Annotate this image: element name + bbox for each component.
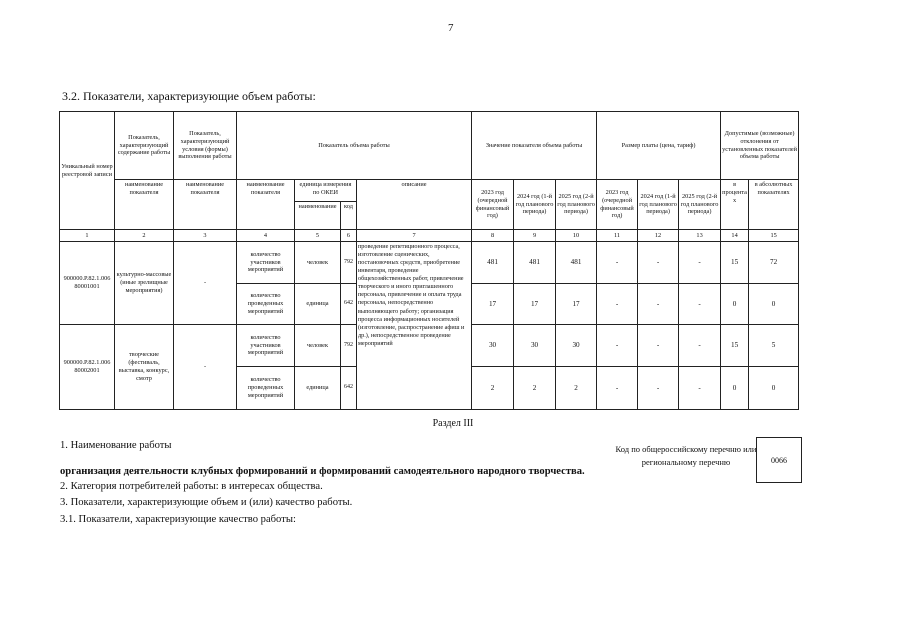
registry-code-label: Код по общероссийскому перечню или региональному перечню xyxy=(615,444,757,468)
value-2023: 2 xyxy=(472,367,514,410)
value-2023: 30 xyxy=(472,325,514,367)
page-number: 7 xyxy=(448,22,454,34)
column-number: 3 xyxy=(174,230,237,242)
fee-2023: - xyxy=(597,325,638,367)
header-content-name: наименование показателя xyxy=(115,180,174,230)
indicator-name: количество проведенных мероприятий xyxy=(237,284,295,325)
indicators-heading: 3. Показатели, характеризующие объем и (или) качество работы. xyxy=(60,497,353,508)
header-content-indicator: Показатель, характеризующий содержание работы xyxy=(115,112,174,180)
value-2024: 481 xyxy=(514,242,556,284)
fee-2023: - xyxy=(597,367,638,410)
registry-code: 900000.Р.82.1.006 80001001 xyxy=(60,242,115,325)
column-number: 5 xyxy=(295,230,341,242)
value-2023: 481 xyxy=(472,242,514,284)
column-number: 11 xyxy=(597,230,638,242)
header-unit-okei: единица измерения по ОКЕИ xyxy=(295,180,357,202)
volume-indicators-table xyxy=(59,111,799,410)
work-condition: - xyxy=(174,325,237,410)
deviation-percent: 0 xyxy=(721,284,749,325)
fee-2025: - xyxy=(679,325,721,367)
fee-2025: - xyxy=(679,242,721,284)
value-2025: 30 xyxy=(556,325,597,367)
section-title: Раздел III xyxy=(432,418,474,429)
header-unique-number: Уникальный номер реестровой записи xyxy=(60,112,115,230)
registry-code-box xyxy=(756,437,802,483)
fee-2024: - xyxy=(638,325,679,367)
fee-2024: - xyxy=(638,284,679,325)
deviation-percent: 0 xyxy=(721,367,749,410)
column-number: 14 xyxy=(721,230,749,242)
header-in-percent: в процентах xyxy=(721,180,749,230)
column-number: 2 xyxy=(115,230,174,242)
deviation-percent: 15 xyxy=(721,325,749,367)
indicator-name: количество участников мероприятий xyxy=(237,242,295,284)
value-2024: 17 xyxy=(514,284,556,325)
column-number: 1 xyxy=(60,230,115,242)
work-content: творческие (фестиваль, выставка, конкурс, смотр xyxy=(115,325,174,410)
column-number: 6 xyxy=(341,230,357,242)
registry-code-value: 0066 xyxy=(771,455,787,465)
fee-2024: - xyxy=(638,367,679,410)
fee-2025: - xyxy=(679,284,721,325)
header-unit-code: код xyxy=(341,202,357,230)
column-number: 15 xyxy=(749,230,799,242)
column-number: 12 xyxy=(638,230,679,242)
header-unit-name: наименование xyxy=(295,202,341,230)
column-number: 9 xyxy=(514,230,556,242)
unit-name: единица xyxy=(295,284,341,325)
registry-code: 900000.Р.82.1.006 80002001 xyxy=(60,325,115,410)
header-deviations: Допустимые (возможные) отклонения от установленных показателей объема работы xyxy=(721,112,799,180)
deviation-percent: 15 xyxy=(721,242,749,284)
header-volume-name: наименование показателя xyxy=(237,180,295,230)
deviation-absolute: 0 xyxy=(749,284,799,325)
value-2025: 2 xyxy=(556,367,597,410)
description: проведение репетиционного процесса, изготовление сценических, постановочных средств, приобретение инвентаря, проведение общехозяйственных работ, привлечение творческого и иного приглашенного персонала, привлечение и оплата труда персонала, непосредственно выполняющего работу; организация процесса информационных носителей (изготовление, распространение афиш и др.), непосредственное проведение мероприятий xyxy=(357,242,472,410)
value-2024: 2 xyxy=(514,367,556,410)
header-value-2023: 2023 год (очередной финансовый год) xyxy=(472,180,514,230)
work-condition: - xyxy=(174,242,237,325)
column-number: 10 xyxy=(556,230,597,242)
deviation-absolute: 72 xyxy=(749,242,799,284)
header-in-absolute: в абсолютных показателях xyxy=(749,180,799,230)
header-value-2024: 2024 год (1-й год планового периода) xyxy=(514,180,556,230)
column-number: 13 xyxy=(679,230,721,242)
column-number: 7 xyxy=(357,230,472,242)
value-2024: 30 xyxy=(514,325,556,367)
fee-2024: - xyxy=(638,242,679,284)
header-conditions-indicator: Показатель, характеризующий условия (формы) выполнения работы xyxy=(174,112,237,180)
header-fee-2023: 2023 год (очередной финансовый год) xyxy=(597,180,638,230)
value-2025: 17 xyxy=(556,284,597,325)
unit-name: единица xyxy=(295,367,341,410)
work-content: культурно-массовые (иные зрелищные мероприятия) xyxy=(115,242,174,325)
header-description: описание xyxy=(357,180,472,230)
unit-code: 792 xyxy=(341,325,357,367)
section-heading: 3.2. Показатели, характеризующие объем работы: xyxy=(62,89,316,103)
header-fee-2024: 2024 год (1-й год планового периода) xyxy=(638,180,679,230)
deviation-absolute: 5 xyxy=(749,325,799,367)
work-name: организация деятельности клубных формирований и формирований самодеятельного народного творчества. xyxy=(60,466,585,477)
header-volume-value: Значение показателя объема работы xyxy=(472,112,597,180)
value-2023: 17 xyxy=(472,284,514,325)
table-row xyxy=(60,242,799,284)
unit-code: 792 xyxy=(341,242,357,284)
header-fee-2025: 2025 год (2-й год планового периода) xyxy=(679,180,721,230)
column-number: 8 xyxy=(472,230,514,242)
value-2025: 481 xyxy=(556,242,597,284)
consumer-category: 2. Категория потребителей работы: в интересах общества. xyxy=(60,481,323,492)
column-number: 4 xyxy=(237,230,295,242)
unit-name: человек xyxy=(295,242,341,284)
work-name-label: 1. Наименование работы xyxy=(60,440,172,451)
header-fee-size: Размер платы (цена, тариф) xyxy=(597,112,721,180)
unit-code: 642 xyxy=(341,367,357,410)
indicator-name: количество участников мероприятий xyxy=(237,325,295,367)
unit-code: 642 xyxy=(341,284,357,325)
header-value-2025: 2025 год (2-й год планового периода) xyxy=(556,180,597,230)
header-volume-indicator: Показатель объема работы xyxy=(237,112,472,180)
header-condition-name: наименование показателя xyxy=(174,180,237,230)
indicator-name: количество проведенных мероприятий xyxy=(237,367,295,410)
unit-name: человек xyxy=(295,325,341,367)
fee-2025: - xyxy=(679,367,721,410)
fee-2023: - xyxy=(597,242,638,284)
deviation-absolute: 0 xyxy=(749,367,799,410)
quality-heading: 3.1. Показатели, характеризующие качество работы: xyxy=(60,514,296,525)
fee-2023: - xyxy=(597,284,638,325)
